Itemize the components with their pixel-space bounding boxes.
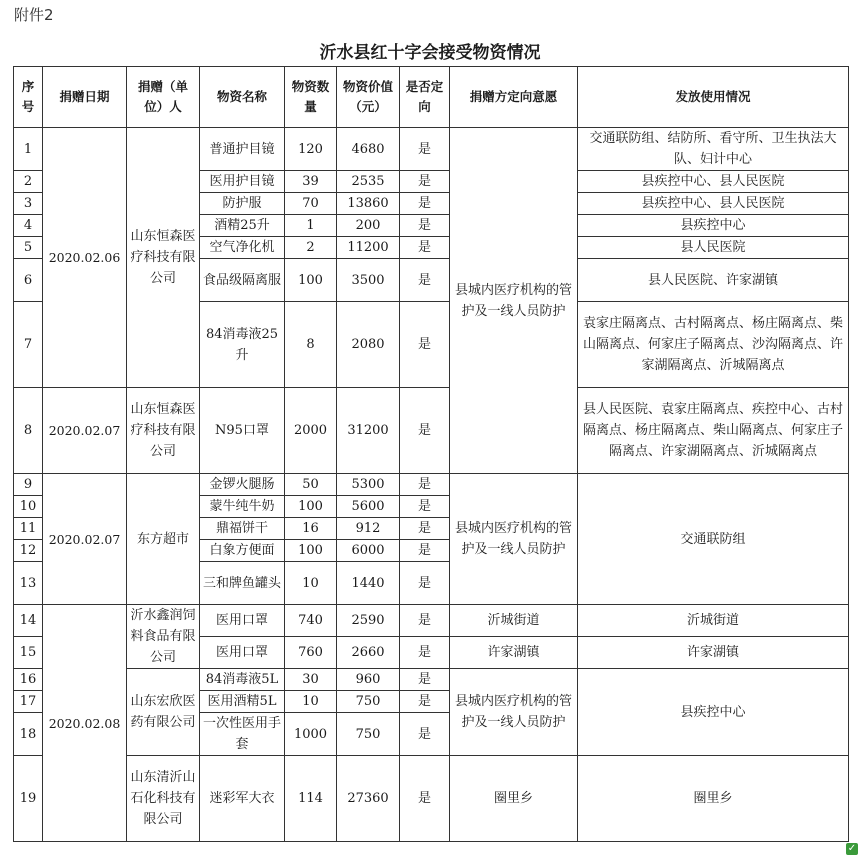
cell-directed: 是 bbox=[400, 259, 450, 302]
cell-directed: 是 bbox=[400, 605, 450, 637]
cell-intent: 县城内医疗机构的管护及一线人员防护 bbox=[450, 669, 578, 756]
cell-seq: 18 bbox=[14, 713, 43, 756]
cell-item: 医用口罩 bbox=[200, 637, 285, 669]
cell-item: 蒙牛纯牛奶 bbox=[200, 496, 285, 518]
cell-seq: 15 bbox=[14, 637, 43, 669]
table-row bbox=[14, 605, 849, 637]
cell-item: 84消毒液25升 bbox=[200, 302, 285, 388]
cell-qty: 100 bbox=[285, 259, 337, 302]
cell-item: 84消毒液5L bbox=[200, 669, 285, 691]
cell-seq: 3 bbox=[14, 193, 43, 215]
cell-seq: 16 bbox=[14, 669, 43, 691]
cell-usage: 许家湖镇 bbox=[578, 637, 849, 669]
cell-item: 三和牌鱼罐头 bbox=[200, 562, 285, 605]
cell-item: N95口罩 bbox=[200, 388, 285, 474]
cell-item: 食品级隔离服 bbox=[200, 259, 285, 302]
attachment-label: 附件2 bbox=[14, 6, 54, 24]
cell-directed: 是 bbox=[400, 518, 450, 540]
cell-usage: 县人民医院 bbox=[578, 237, 849, 259]
cell-donor: 山东清沂山石化科技有限公司 bbox=[127, 756, 200, 842]
cell-directed: 是 bbox=[400, 562, 450, 605]
cell-intent: 县城内医疗机构的管护及一线人员防护 bbox=[450, 474, 578, 605]
cell-item: 一次性医用手套 bbox=[200, 713, 285, 756]
cell-directed: 是 bbox=[400, 193, 450, 215]
cell-directed: 是 bbox=[400, 128, 450, 171]
cell-usage: 沂城街道 bbox=[578, 605, 849, 637]
cell-seq: 17 bbox=[14, 691, 43, 713]
cell-directed: 是 bbox=[400, 171, 450, 193]
cell-usage: 县人民医院、袁家庄隔离点、疾控中心、古村隔离点、杨庄隔离点、柴山隔离点、何家庄子隔离点、许家湖隔离点、沂城隔离点 bbox=[578, 388, 849, 474]
cell-seq: 5 bbox=[14, 237, 43, 259]
cell-donor: 沂水鑫润饲料食品有限公司 bbox=[127, 605, 200, 669]
cell-value: 200 bbox=[337, 215, 400, 237]
cell-value: 1440 bbox=[337, 562, 400, 605]
cell-qty: 70 bbox=[285, 193, 337, 215]
cell-item: 空气净化机 bbox=[200, 237, 285, 259]
cell-directed: 是 bbox=[400, 474, 450, 496]
header-item: 物资名称 bbox=[200, 67, 285, 128]
cell-donor: 山东恒森医疗科技有限公司 bbox=[127, 388, 200, 474]
cell-item: 普通护目镜 bbox=[200, 128, 285, 171]
cell-qty: 1000 bbox=[285, 713, 337, 756]
cell-date: 2020.02.08 bbox=[43, 605, 127, 842]
cell-directed: 是 bbox=[400, 756, 450, 842]
cell-seq: 9 bbox=[14, 474, 43, 496]
cell-value: 5300 bbox=[337, 474, 400, 496]
cell-value: 2535 bbox=[337, 171, 400, 193]
cell-usage: 县疾控中心 bbox=[578, 669, 849, 756]
cell-value: 27360 bbox=[337, 756, 400, 842]
cell-value: 5600 bbox=[337, 496, 400, 518]
cell-intent: 县城内医疗机构的管护及一线人员防护 bbox=[450, 128, 578, 474]
header-row bbox=[14, 67, 849, 128]
header-date: 捐赠日期 bbox=[43, 67, 127, 128]
cell-qty: 10 bbox=[285, 691, 337, 713]
cell-value: 6000 bbox=[337, 540, 400, 562]
cell-qty: 2000 bbox=[285, 388, 337, 474]
cell-directed: 是 bbox=[400, 302, 450, 388]
cell-qty: 100 bbox=[285, 496, 337, 518]
cell-qty: 8 bbox=[285, 302, 337, 388]
cell-value: 2590 bbox=[337, 605, 400, 637]
cell-seq: 11 bbox=[14, 518, 43, 540]
cell-qty: 10 bbox=[285, 562, 337, 605]
cell-qty: 1 bbox=[285, 215, 337, 237]
header-usage: 发放使用情况 bbox=[578, 67, 849, 128]
header-intent: 捐赠方定向意愿 bbox=[450, 67, 578, 128]
cell-seq: 12 bbox=[14, 540, 43, 562]
cell-seq: 6 bbox=[14, 259, 43, 302]
cell-usage: 县人民医院、许家湖镇 bbox=[578, 259, 849, 302]
header-directed: 是否定向 bbox=[400, 67, 450, 128]
table-row bbox=[14, 474, 849, 496]
cell-value: 13860 bbox=[337, 193, 400, 215]
cell-directed: 是 bbox=[400, 637, 450, 669]
cell-value: 31200 bbox=[337, 388, 400, 474]
cell-directed: 是 bbox=[400, 237, 450, 259]
cell-seq: 13 bbox=[14, 562, 43, 605]
donation-table bbox=[13, 66, 849, 842]
table-row bbox=[14, 669, 849, 691]
cell-seq: 8 bbox=[14, 388, 43, 474]
cell-usage: 交通联防组、结防所、看守所、卫生执法大队、妇计中心 bbox=[578, 128, 849, 171]
cell-directed: 是 bbox=[400, 669, 450, 691]
cell-item: 医用酒精5L bbox=[200, 691, 285, 713]
cell-value: 960 bbox=[337, 669, 400, 691]
header-qty: 物资数量 bbox=[285, 67, 337, 128]
cell-qty: 2 bbox=[285, 237, 337, 259]
header-donor: 捐赠（单位）人 bbox=[127, 67, 200, 128]
header-value: 物资价值（元） bbox=[337, 67, 400, 128]
cell-item: 酒精25升 bbox=[200, 215, 285, 237]
cell-seq: 19 bbox=[14, 756, 43, 842]
cell-intent: 沂城街道 bbox=[450, 605, 578, 637]
table-row bbox=[14, 756, 849, 842]
cell-usage: 县疾控中心、县人民医院 bbox=[578, 171, 849, 193]
cell-seq: 2 bbox=[14, 171, 43, 193]
cell-value: 3500 bbox=[337, 259, 400, 302]
cell-donor: 山东宏欣医药有限公司 bbox=[127, 669, 200, 756]
cell-directed: 是 bbox=[400, 713, 450, 756]
cell-item: 医用护目镜 bbox=[200, 171, 285, 193]
cell-donor: 东方超市 bbox=[127, 474, 200, 605]
table-row bbox=[14, 128, 849, 171]
cell-qty: 30 bbox=[285, 669, 337, 691]
cell-value: 750 bbox=[337, 713, 400, 756]
cell-seq: 4 bbox=[14, 215, 43, 237]
cell-qty: 120 bbox=[285, 128, 337, 171]
cell-value: 4680 bbox=[337, 128, 400, 171]
cell-qty: 50 bbox=[285, 474, 337, 496]
cell-usage: 交通联防组 bbox=[578, 474, 849, 605]
cell-date: 2020.02.06 bbox=[43, 128, 127, 388]
resize-corner-icon[interactable]: ✓ bbox=[847, 843, 857, 854]
cell-item: 防护服 bbox=[200, 193, 285, 215]
cell-date: 2020.02.07 bbox=[43, 474, 127, 605]
page-title: 沂水县红十字会接受物资情况 bbox=[319, 43, 541, 63]
table-row bbox=[14, 388, 849, 474]
cell-usage: 县疾控中心、县人民医院 bbox=[578, 193, 849, 215]
cell-donor: 山东恒森医疗科技有限公司 bbox=[127, 128, 200, 388]
cell-usage: 县疾控中心 bbox=[578, 215, 849, 237]
cell-intent: 圈里乡 bbox=[450, 756, 578, 842]
cell-directed: 是 bbox=[400, 388, 450, 474]
cell-value: 11200 bbox=[337, 237, 400, 259]
cell-seq: 14 bbox=[14, 605, 43, 637]
cell-value: 750 bbox=[337, 691, 400, 713]
cell-qty: 740 bbox=[285, 605, 337, 637]
cell-item: 白象方便面 bbox=[200, 540, 285, 562]
cell-date: 2020.02.07 bbox=[43, 388, 127, 474]
cell-qty: 100 bbox=[285, 540, 337, 562]
cell-item: 迷彩军大衣 bbox=[200, 756, 285, 842]
cell-seq: 1 bbox=[14, 128, 43, 171]
cell-value: 912 bbox=[337, 518, 400, 540]
cell-qty: 760 bbox=[285, 637, 337, 669]
cell-directed: 是 bbox=[400, 215, 450, 237]
cell-value: 2080 bbox=[337, 302, 400, 388]
cell-directed: 是 bbox=[400, 691, 450, 713]
cell-intent: 许家湖镇 bbox=[450, 637, 578, 669]
cell-item: 鼎福饼干 bbox=[200, 518, 285, 540]
cell-value: 2660 bbox=[337, 637, 400, 669]
cell-usage: 袁家庄隔离点、古村隔离点、杨庄隔离点、柴山隔离点、何家庄子隔离点、沙沟隔离点、许家湖隔离点、沂城隔离点 bbox=[578, 302, 849, 388]
cell-seq: 10 bbox=[14, 496, 43, 518]
cell-directed: 是 bbox=[400, 496, 450, 518]
cell-qty: 16 bbox=[285, 518, 337, 540]
cell-item: 医用口罩 bbox=[200, 605, 285, 637]
cell-item: 金锣火腿肠 bbox=[200, 474, 285, 496]
cell-usage: 圈里乡 bbox=[578, 756, 849, 842]
header-seq: 序号 bbox=[14, 67, 43, 128]
cell-qty: 114 bbox=[285, 756, 337, 842]
cell-seq: 7 bbox=[14, 302, 43, 388]
cell-directed: 是 bbox=[400, 540, 450, 562]
cell-qty: 39 bbox=[285, 171, 337, 193]
